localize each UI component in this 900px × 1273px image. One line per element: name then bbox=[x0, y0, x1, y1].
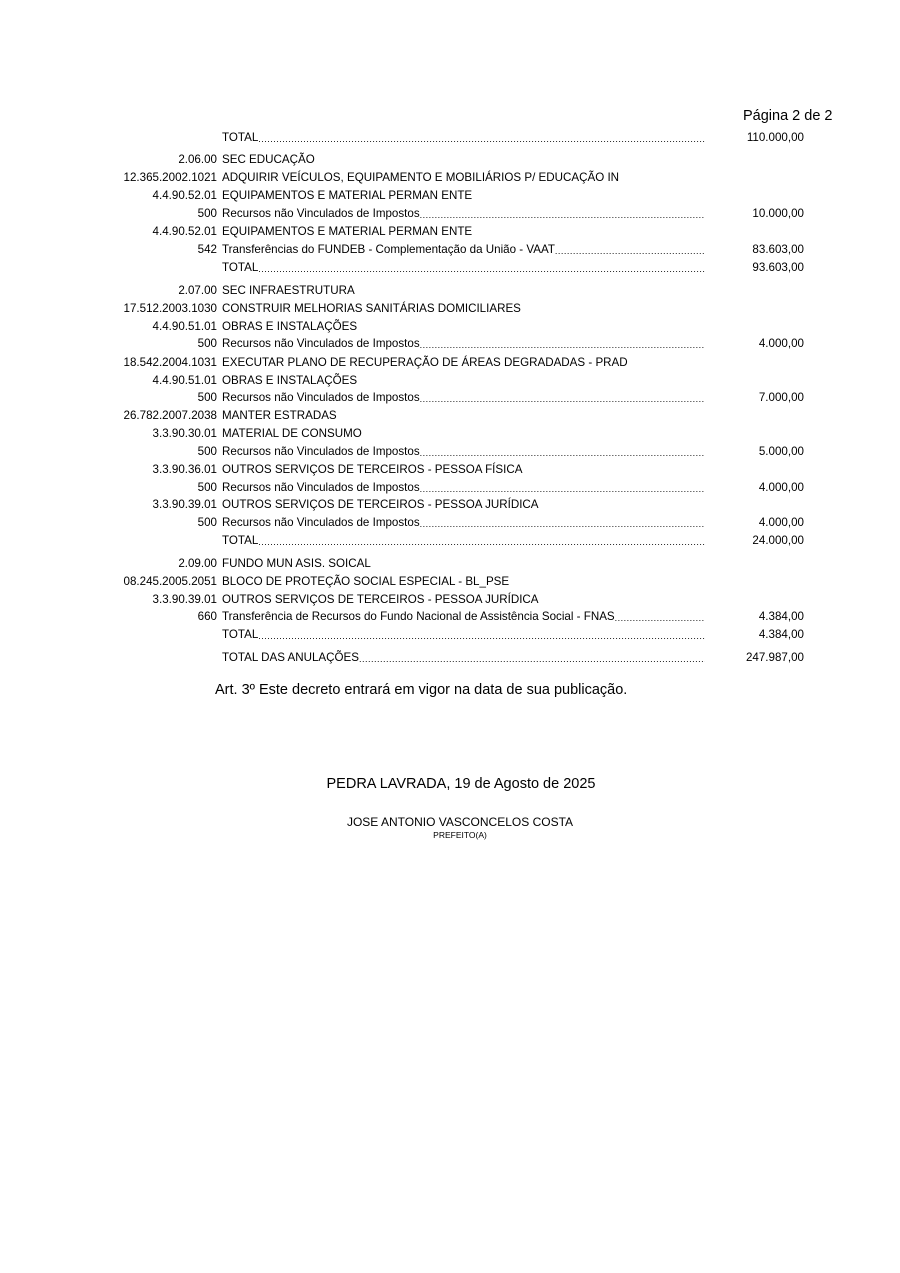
row-code: 2.06.00 bbox=[178, 153, 217, 166]
row-description-leader bbox=[222, 130, 705, 149]
dot-leader bbox=[555, 242, 705, 261]
row-code: 4.4.90.51.01 bbox=[152, 374, 217, 387]
row-description: EQUIPAMENTOS E MATERIAL PERMAN ENTE bbox=[222, 225, 473, 238]
row-description: Transferências do FUNDEB - Complementação da União - VAAT bbox=[222, 243, 555, 256]
row-description: Recursos não Vinculados de Impostos bbox=[222, 207, 420, 220]
row-description: OUTROS SERVIÇOS DE TERCEIROS - PESSOA FÍSICA bbox=[222, 463, 523, 476]
row-description: Recursos não Vinculados de Impostos bbox=[222, 481, 420, 494]
row-code: 542 bbox=[197, 243, 217, 256]
row-code: 17.512.2003.1030 bbox=[123, 302, 217, 315]
table-row-heading bbox=[0, 462, 900, 478]
row-code: 500 bbox=[197, 516, 217, 529]
row-description-leader bbox=[222, 336, 705, 355]
row-code: 12.365.2002.1021 bbox=[123, 171, 217, 184]
row-code: 3.3.90.30.01 bbox=[152, 427, 217, 440]
table-row-amount bbox=[0, 242, 900, 258]
table-row-amount bbox=[0, 533, 900, 549]
row-value: 110.000,00 bbox=[746, 131, 804, 144]
row-value: 7.000,00 bbox=[758, 391, 804, 404]
table-row-heading bbox=[0, 224, 900, 240]
dot-leader bbox=[258, 130, 705, 149]
dot-leader bbox=[420, 336, 705, 355]
table-row-amount bbox=[0, 206, 900, 222]
row-code: 08.245.2005.2051 bbox=[123, 575, 217, 588]
row-value: 4.384,00 bbox=[758, 610, 804, 623]
signer-name: JOSE ANTONIO VASCONCELOS COSTA bbox=[346, 815, 574, 829]
row-code: 500 bbox=[197, 445, 217, 458]
table-row-amount bbox=[0, 609, 900, 625]
row-description: Recursos não Vinculados de Impostos bbox=[222, 445, 420, 458]
table-row-amount bbox=[0, 650, 900, 666]
dot-leader bbox=[359, 650, 705, 669]
row-value: 247.987,00 bbox=[745, 651, 804, 664]
row-description-leader bbox=[222, 609, 705, 628]
article-text: Art. 3º Este decreto entrará em vigor na data de sua publicação. bbox=[215, 682, 628, 698]
table-row-heading bbox=[0, 426, 900, 442]
row-description: SEC INFRAESTRUTURA bbox=[222, 284, 355, 297]
row-description: FUNDO MUN ASIS. SOICAL bbox=[222, 557, 371, 570]
row-description: BLOCO DE PROTEÇÃO SOCIAL ESPECIAL - BL_PSE bbox=[222, 575, 510, 588]
row-code: 26.782.2007.2038 bbox=[123, 409, 217, 422]
row-code: 500 bbox=[197, 337, 217, 350]
row-description-leader bbox=[222, 444, 705, 463]
table-row-heading bbox=[0, 355, 900, 371]
row-code: 4.4.90.52.01 bbox=[152, 189, 217, 202]
row-description: TOTAL bbox=[222, 261, 259, 274]
table-row-heading bbox=[0, 592, 900, 608]
row-code: 500 bbox=[197, 391, 217, 404]
row-value: 10.000,00 bbox=[752, 207, 804, 220]
row-value: 4.000,00 bbox=[758, 481, 804, 494]
row-code: 3.3.90.39.01 bbox=[152, 593, 217, 606]
row-code: 2.09.00 bbox=[178, 557, 217, 570]
place-date: PEDRA LAVRADA, 19 de Agosto de 2025 bbox=[326, 776, 596, 792]
row-code: 500 bbox=[197, 207, 217, 220]
row-code: 3.3.90.36.01 bbox=[152, 463, 217, 476]
dot-leader bbox=[615, 609, 705, 628]
row-value: 4.000,00 bbox=[758, 516, 804, 529]
dot-leader bbox=[420, 206, 705, 225]
dot-leader bbox=[420, 390, 705, 409]
dot-leader bbox=[258, 627, 705, 646]
table-row-heading bbox=[0, 408, 900, 424]
table-row-heading bbox=[0, 574, 900, 590]
row-code: 4.4.90.51.01 bbox=[152, 320, 217, 333]
row-description: OBRAS E INSTALAÇÕES bbox=[222, 320, 358, 333]
table-row-heading bbox=[0, 319, 900, 335]
table-row-heading bbox=[0, 497, 900, 513]
table-row-amount bbox=[0, 130, 900, 146]
row-description: ADQUIRIR VEÍCULOS, EQUIPAMENTO E MOBILIÁRIOS P/ EDUCAÇÃO IN bbox=[222, 171, 620, 184]
table-row-amount bbox=[0, 444, 900, 460]
dot-leader bbox=[420, 515, 705, 534]
row-description-leader bbox=[222, 515, 705, 534]
dot-leader bbox=[420, 444, 705, 463]
table-row-amount bbox=[0, 627, 900, 643]
row-description: TOTAL DAS ANULAÇÕES bbox=[222, 651, 360, 664]
row-code: 18.542.2004.1031 bbox=[123, 356, 217, 369]
row-description: TOTAL bbox=[222, 534, 259, 547]
row-description-leader bbox=[222, 206, 705, 225]
table-row-amount bbox=[0, 336, 900, 352]
row-description-leader bbox=[222, 242, 705, 261]
row-description: TOTAL bbox=[222, 131, 259, 144]
row-value: 4.384,00 bbox=[758, 628, 804, 641]
row-description-leader bbox=[222, 650, 705, 669]
row-description: Recursos não Vinculados de Impostos bbox=[222, 516, 420, 529]
row-description: Recursos não Vinculados de Impostos bbox=[222, 337, 420, 350]
row-code: 3.3.90.39.01 bbox=[152, 498, 217, 511]
row-value: 93.603,00 bbox=[752, 261, 804, 274]
table-row-amount bbox=[0, 480, 900, 496]
row-description: MANTER ESTRADAS bbox=[222, 409, 337, 422]
row-value: 24.000,00 bbox=[752, 534, 804, 547]
row-value: 83.603,00 bbox=[752, 243, 804, 256]
row-code: 4.4.90.52.01 bbox=[152, 225, 217, 238]
table-row-heading bbox=[0, 170, 900, 186]
row-description: OBRAS E INSTALAÇÕES bbox=[222, 374, 358, 387]
table-row-heading bbox=[0, 283, 900, 299]
row-description: TOTAL bbox=[222, 628, 259, 641]
table-row-heading bbox=[0, 373, 900, 389]
row-description-leader bbox=[222, 390, 705, 409]
table-row-amount bbox=[0, 515, 900, 531]
table-row-heading bbox=[0, 556, 900, 572]
dot-leader bbox=[258, 533, 705, 552]
row-value: 4.000,00 bbox=[758, 337, 804, 350]
row-description: MATERIAL DE CONSUMO bbox=[222, 427, 362, 440]
row-description: Recursos não Vinculados de Impostos bbox=[222, 391, 420, 404]
row-description: EXECUTAR PLANO DE RECUPERAÇÃO DE ÁREAS DEGRADADAS - PRAD bbox=[222, 356, 628, 369]
row-description: SEC EDUCAÇÃO bbox=[222, 153, 315, 166]
row-description: OUTROS SERVIÇOS DE TERCEIROS - PESSOA JURÍDICA bbox=[222, 498, 539, 511]
table-row-heading bbox=[0, 152, 900, 168]
row-description-leader bbox=[222, 627, 705, 646]
table-row-heading bbox=[0, 301, 900, 317]
dot-leader bbox=[258, 260, 705, 279]
row-description-leader bbox=[222, 533, 705, 552]
row-description: CONSTRUIR MELHORIAS SANITÁRIAS DOMICILIARES bbox=[222, 302, 521, 315]
table-row-amount bbox=[0, 260, 900, 276]
row-code: 500 bbox=[197, 481, 217, 494]
table-row-heading bbox=[0, 188, 900, 204]
row-description: OUTROS SERVIÇOS DE TERCEIROS - PESSOA JURÍDICA bbox=[222, 593, 539, 606]
page-number: Página 2 de 2 bbox=[743, 108, 833, 124]
signer-role: PREFEITO(A) bbox=[433, 830, 487, 840]
row-description: Transferência de Recursos do Fundo Nacional de Assistência Social - FNAS bbox=[222, 610, 615, 623]
table-row-amount bbox=[0, 390, 900, 406]
row-code: 2.07.00 bbox=[178, 284, 217, 297]
row-value: 5.000,00 bbox=[758, 445, 804, 458]
row-description: EQUIPAMENTOS E MATERIAL PERMAN ENTE bbox=[222, 189, 473, 202]
row-description-leader bbox=[222, 260, 705, 279]
row-code: 660 bbox=[197, 610, 217, 623]
